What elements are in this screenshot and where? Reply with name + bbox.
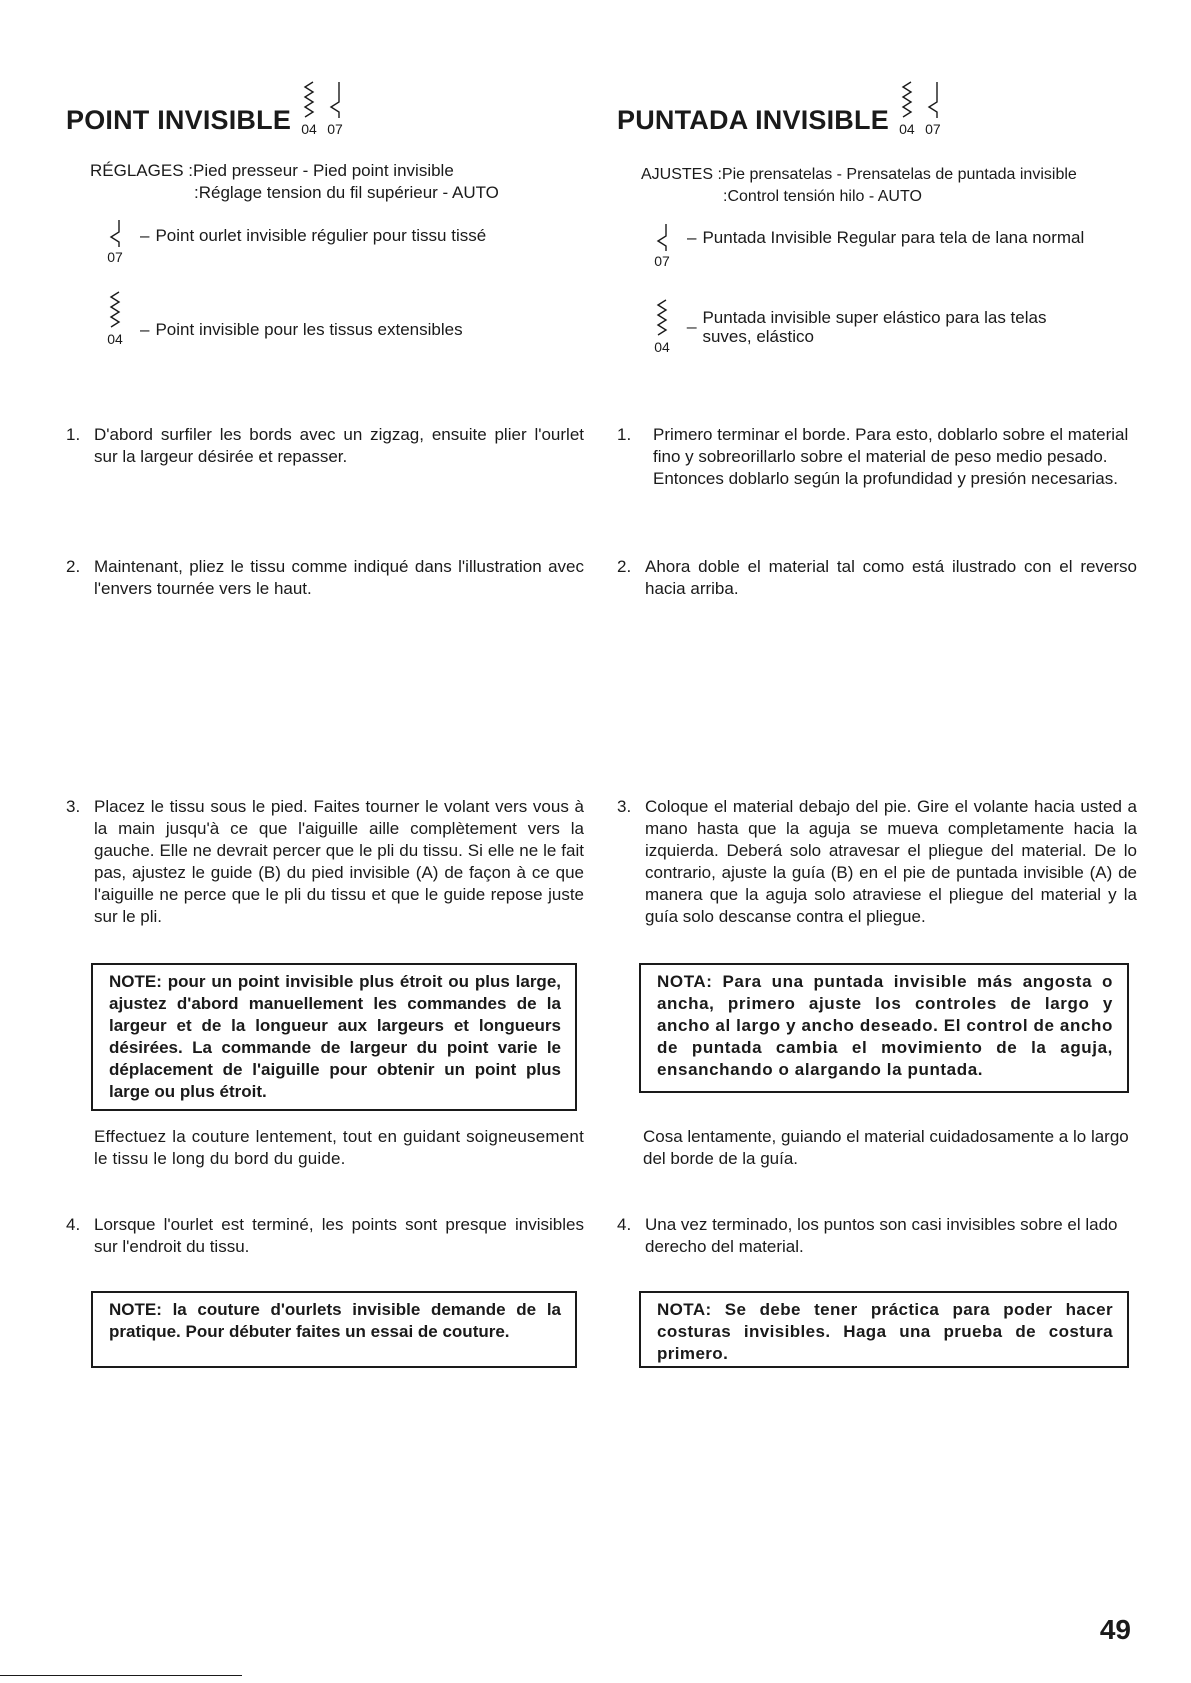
step-4-es: 4. Una vez terminado, los puntos son casi invisibles sobre el lado derecho del material. bbox=[617, 1215, 1118, 1256]
note-box-2-fr: NOTE: la couture d'ourlets invisible demande de la pratique. Pour débuter faites un essai de couture. bbox=[91, 1291, 577, 1368]
variant-07-es: 07 – Puntada Invisible Regular para tela de lana normal bbox=[647, 222, 1141, 268]
stitch-07-fr: 07 bbox=[327, 80, 343, 136]
stitch-04-icon bbox=[899, 80, 915, 120]
stitch-04-icon bbox=[654, 298, 670, 338]
stitch-symbols-fr bbox=[301, 80, 343, 136]
stitch-07-es: 07 bbox=[925, 80, 941, 136]
step-2-es: 2. Ahora doble el material tal como está ilustrado con el reverso hacia arriba. bbox=[617, 557, 1137, 598]
stitch-07-icon bbox=[107, 218, 123, 248]
french-heading bbox=[66, 80, 343, 136]
variant-07-fr: 07 – Point ourlet invisible régulier pour tissu tissé bbox=[100, 218, 580, 264]
settings-fr: RÉGLAGES :Pied presseur - Pied point invisible :Réglage tension du fil supérieur - AUTO bbox=[90, 161, 499, 202]
page-title-fr: POINT INVISIBLE bbox=[66, 105, 292, 135]
page-number: 49 bbox=[1099, 1614, 1131, 1645]
stitch-07-icon bbox=[925, 80, 941, 120]
stitch-07-icon bbox=[327, 80, 343, 120]
step-2-fr: 2. Maintenant, pliez le tissu comme indiqué dans l'illustration avec l'envers tournée vers le haut. bbox=[66, 557, 584, 598]
step-1-fr: 1. D'abord surfiler les bords avec un zigzag, ensuite plier l'ourlet sur la largeur désirée et repasser. bbox=[66, 425, 584, 466]
variant-04-fr: 04 – Point invisible pour les tissus extensibles bbox=[100, 290, 580, 346]
spanish-column bbox=[617, 0, 1137, 1683]
stitch-symbols-es bbox=[899, 80, 941, 136]
note-box-2-es: NOTA: Se debe tener práctica para poder hacer costuras invisibles. Haga una prueba de costura primero. bbox=[639, 1291, 1129, 1368]
page-title-es: PUNTADA INVISIBLE bbox=[617, 105, 889, 135]
spanish-heading bbox=[617, 80, 941, 136]
stitch-04-icon bbox=[107, 290, 123, 330]
step-1-es: 1. Primero terminar el borde. Para esto, doblarlo sobre el material fino y sobreorillarlo sobre el material de peso medio pesado. Entonces doblarlo según la profundidad y presión necesarias. bbox=[617, 425, 1129, 488]
settings-es: AJUSTES :Pie prensatelas - Prensatelas de puntada invisible :Control tensión hilo - AUTO bbox=[641, 166, 1077, 205]
stitch-04-es: 04 bbox=[899, 80, 915, 136]
step-3-es: 3. Coloque el material debajo del pie. Gire el volante hacia usted a mano hasta que la aguja se mueva completamente hacia la izquierda. Deberá solo atravesar el pliegue del material. De lo contrario, ajuste la guía (B) en el pie de puntada invisible (A) de manera que la aguja solo atraviese el pliegue del material y la guía solo descanse contra el pliegue. bbox=[617, 797, 1137, 926]
note-box-1-fr: NOTE: pour un point invisible plus étroit ou plus large, ajustez d'abord manuellement les commandes de la largeur et de la longueur aux largeurs et longueurs désirées. La commande de largeur du point varie le déplacement de l'aiguille pour obtenir un point plus large ou plus étroit. bbox=[91, 963, 577, 1111]
french-column bbox=[66, 0, 586, 1683]
stitch-04-icon bbox=[301, 80, 317, 120]
step-3-fr: 3. Placez le tissu sous le pied. Faites tourner le volant vers vous à la main jusqu'à ce que l'aiguille aille complètement vers la gauche. Elle ne devrait percer que le pli du tissu. Si elle ne le fait pas, ajustez le guide (B) du pied invisible (A) de façon à ce que l'aiguille ne perce que le pli du tissu et que le guide repose juste sur le pli. bbox=[66, 797, 584, 926]
after-note-text-es: Cosa lentamente, guiando el material cuidadosamente a lo largo del borde de la guía. bbox=[643, 1127, 1129, 1168]
step-4-fr: 4. Lorsque l'ourlet est terminé, les points sont presque invisibles sur l'endroit du tissu. bbox=[66, 1215, 584, 1256]
footer-rule bbox=[0, 1675, 242, 1676]
after-note-text-fr: Effectuez la couture lentement, tout en guidant soigneusement le tissu le long du bord du guide. bbox=[94, 1127, 584, 1168]
stitch-04-fr: 04 bbox=[301, 80, 317, 136]
note-box-1-es: NOTA: Para una puntada invisible más angosta o ancha, primero ajuste los controles de largo y ancho al largo y ancho deseado. El control de ancho de puntada cambia el movimiento de la aguja, ensanchando o alargando la puntada. bbox=[639, 963, 1129, 1093]
stitch-07-icon bbox=[654, 222, 670, 252]
variant-04-es: 04 _ Puntada invisible super elástico para las telas suves, elástico bbox=[647, 298, 1141, 354]
